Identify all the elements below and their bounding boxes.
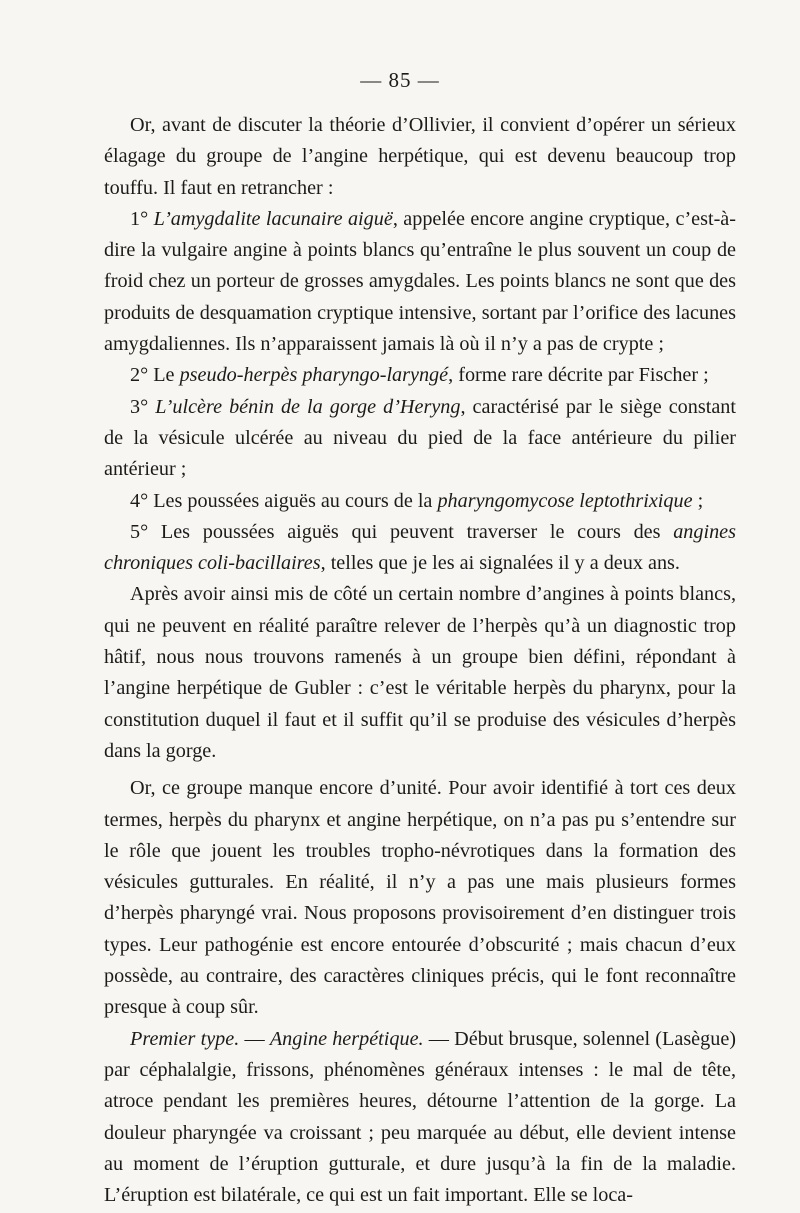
item-term: L’ulcère bénin de la gorge d’Heryng xyxy=(155,395,461,418)
item-text: , telles que je les ai signalées il y a deux ans. xyxy=(320,552,680,575)
section-label: Premier type. xyxy=(130,1027,240,1050)
list-item-3 xyxy=(104,392,736,486)
item-prefix: Le xyxy=(153,364,175,387)
section-title: Angine herpétique. xyxy=(269,1027,424,1050)
section-text: — Début brusque, solennel (Lasègue) par céphalalgie, frissons, phénomènes généraux intenses : le mal de tête, atroce pendant les premières heures, détourne l’attention de la gorge. La douleur pharyngée va croissant ; peu marquée au début, elle devient intense au moment de l’éruption gutturale, et dure jusqu’à la fin de la maladie. L’éruption est bilatérale, ce qui est un fait important. Elle se loca- xyxy=(104,1027,736,1207)
paragraph-gubler: Après avoir ainsi mis de côté un certain nombre d’angines à points blancs, qui ne peuvent en réalité paraître relever de l’herpès qu’à un diagnostic trop hâtif, nous nous trouvons ramenés à un groupe bien défini, répondant à l’angine herpétique de Gubler : c’est le véritable herpès du pharynx, pour la constitution duquel il faut et il suffit qu’il se produise des vésicules d’herpès dans la gorge. xyxy=(104,583,736,762)
item-prefix: Les poussées aiguës au cours de la xyxy=(153,489,433,512)
dash: — xyxy=(239,1027,270,1050)
page-body xyxy=(104,110,736,1211)
paragraph-types: Or, ce groupe manque encore d’unité. Pour avoir identifié à tort ces deux termes, herpès du pharynx et angine herpétique, on n’a pas pu s’entendre sur le rôle que jouent les troubles tropho-névrotiques dans la formation des vésicules gutturales. En réalité, il n’y a pas une mais plusieurs formes d’herpès pharyngé vrai. Nous proposons provisoirement d’en distinguer trois types. Leur pathogénie est encore entourée d’obscurité ; mais chacun d’eux possède, au contraire, des caractères cliniques précis, qui le font reconnaître presque à coup sûr. xyxy=(104,777,736,1019)
item-number: 2° xyxy=(130,364,149,387)
page-number: — 85 — xyxy=(360,68,440,92)
item-text: ; xyxy=(692,489,704,512)
item-text: , appelée encore angine cryptique, c’est-à-dire la vulgaire angine à points blancs qu’entraîne le plus souvent un coup de froid chez un porteur de grosses amygdales. Les points blancs ne sont que des produits de desquamation cryptique intensive, sortant par l’orifice des lacunes amygdaliennes. Ils n’apparaissent jamais là où il n’y a pas de crypte ; xyxy=(104,207,736,356)
list-item-2 xyxy=(104,360,736,391)
item-number: 1° xyxy=(130,207,149,230)
item-number: 5° xyxy=(130,520,149,543)
item-term: L’amygdalite lacunaire aiguë xyxy=(153,207,393,230)
item-term: angines chroniques coli-bacillaires xyxy=(104,520,736,575)
item-number: 3° xyxy=(130,395,149,418)
item-term: pseudo-herpès pharyngo-laryngé xyxy=(179,364,449,387)
list-item-1 xyxy=(104,204,736,360)
item-term: pharyngomycose leptothrixique xyxy=(437,489,693,512)
item-text: , caractérisé par le siège constant de la vésicule ulcérée au niveau du pied de la face antérieure du pilier antérieur ; xyxy=(104,395,736,481)
list-item-5 xyxy=(104,517,736,580)
item-text: , forme rare décrite par Fischer ; xyxy=(448,364,709,387)
paragraph-premier-type xyxy=(104,1024,736,1212)
item-prefix: Les poussées aiguës qui peuvent traverser le cours des xyxy=(160,520,661,543)
paragraph-intro: Or, avant de discuter la théorie d’Ollivier, il convient d’opérer un sérieux élagage du groupe de l’angine herpétique, qui est devenu beaucoup trop touffu. Il faut en retrancher : xyxy=(104,114,736,199)
item-number: 4° xyxy=(130,489,149,512)
list-item-4 xyxy=(104,486,736,517)
